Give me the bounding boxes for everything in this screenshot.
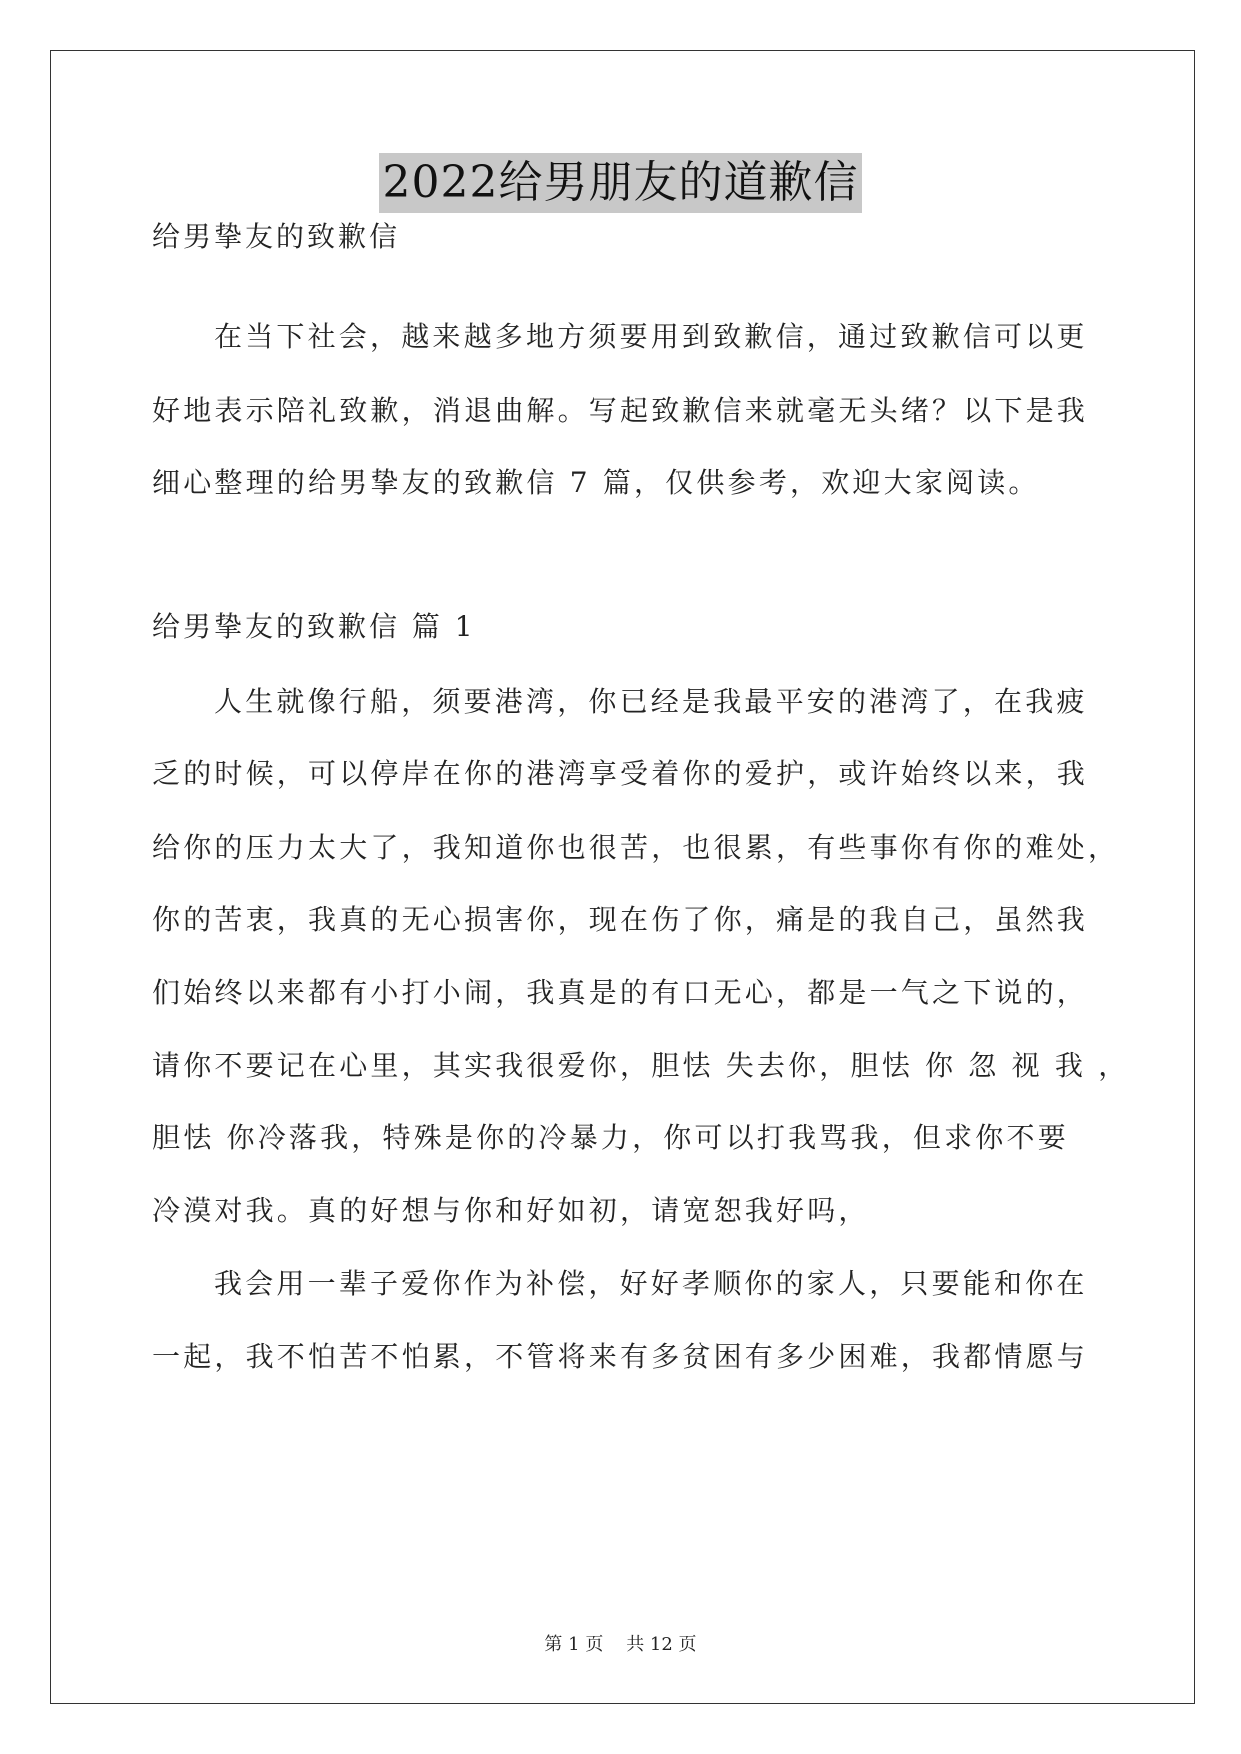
page-footer: 第 1 页 共 12 页 <box>544 1634 697 1655</box>
body-line: 们始终以来都有小打小闹，我真是的有口无心，都是一气之下说的， <box>152 976 1089 1009</box>
intro-line: 好地表示陪礼致歉，消退曲解。写起致歉信来就毫无头绪？以下是我 <box>152 394 1089 427</box>
body-line: 胆怯 你冷落我，特殊是你的冷暴力，你可以打我骂我，但求你不要 <box>152 1121 1069 1154</box>
section-heading: 给男挚友的致歉信 篇 1 <box>152 610 476 643</box>
subtitle: 给男挚友的致歉信 <box>152 220 401 253</box>
page-border <box>50 50 1195 1704</box>
body-line: 冷漠对我。真的好想与你和好如初，请宽恕我好吗， <box>152 1194 870 1227</box>
body-line: 你的苦衷，我真的无心损害你，现在伤了你，痛是的我自己，虽然我 <box>152 903 1089 936</box>
body-line: 人生就像行船，须要港湾，你已经是我最平安的港湾了，在我疲 <box>214 685 1088 718</box>
body-line: 我会用一辈子爱你作为补偿，好好孝顺你的家人，只要能和你在 <box>214 1267 1088 1300</box>
intro-line: 在当下社会，越来越多地方须要用到致歉信，通过致歉信可以更 <box>214 320 1088 353</box>
body-line: 乏的时候，可以停岸在你的港湾享受着你的爱护，或许始终以来，我 <box>152 757 1089 790</box>
body-line: 一起，我不怕苦不怕累，不管将来有多贫困有多少困难，我都情愿与 <box>152 1340 1089 1373</box>
title-wrap <box>0 153 1241 213</box>
document-title: 2022给男朋友的道歉信 <box>379 153 863 213</box>
body-line: 请你不要记在心里，其实我很爱你，胆怯 失去你，胆怯 你 忽 视 我 ， <box>152 1049 1130 1082</box>
body-line: 给你的压力太大了，我知道你也很苦，也很累，有些事你有你的难处， <box>152 831 1120 864</box>
intro-line: 细心整理的给男挚友的致歉信 7 篇，仅供参考，欢迎大家阅读。 <box>152 466 1040 499</box>
